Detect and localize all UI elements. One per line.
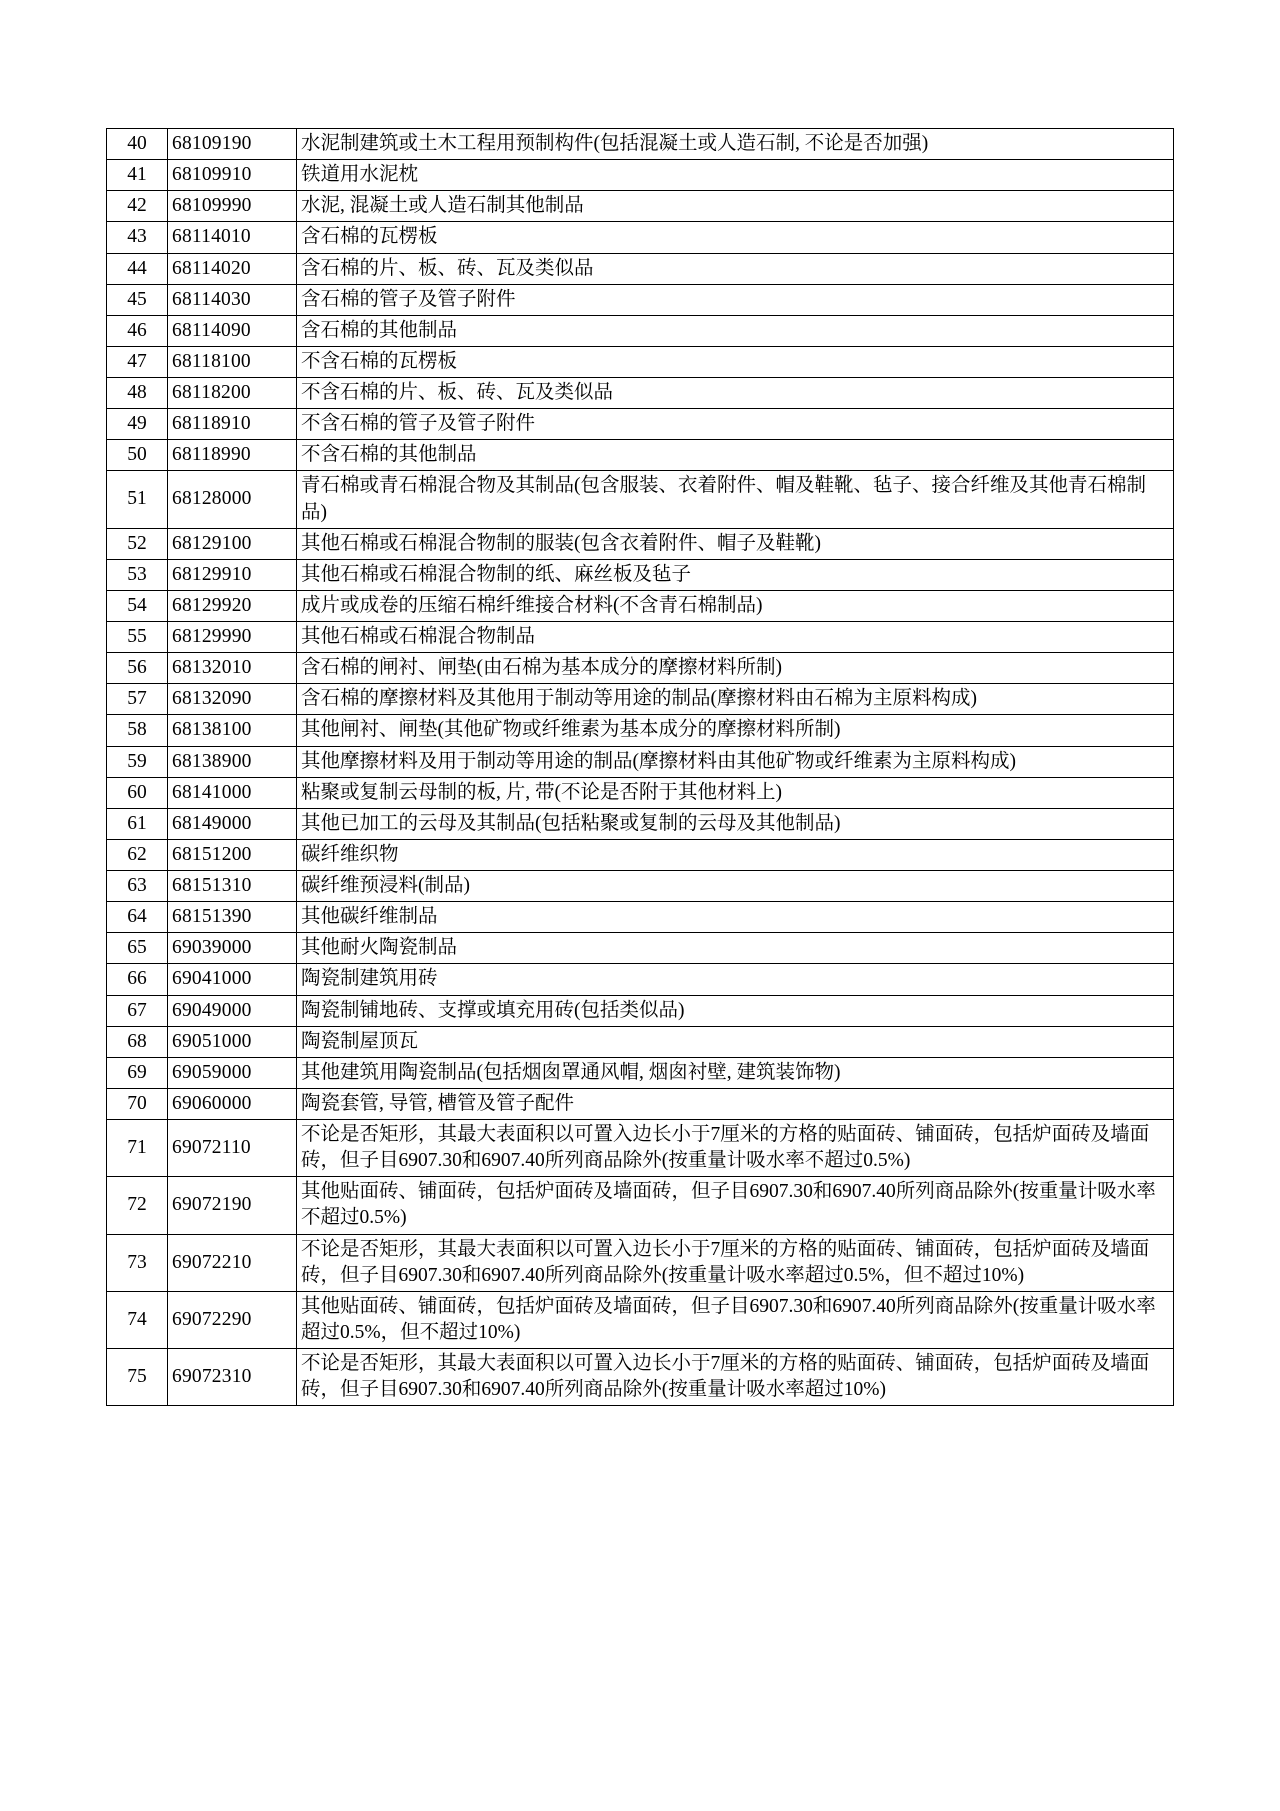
- row-code: 69049000: [168, 995, 297, 1026]
- table-row: [107, 839, 1174, 870]
- row-code: 68109190: [168, 129, 297, 160]
- row-description: 其他石棉或石棉混合物制的服装(包含衣着附件、帽子及鞋靴): [297, 528, 1174, 559]
- row-code: 68141000: [168, 777, 297, 808]
- row-description: 含石棉的瓦楞板: [297, 222, 1174, 253]
- table-row: [107, 1057, 1174, 1088]
- row-index: 71: [107, 1120, 168, 1177]
- row-description: 不论是否矩形，其最大表面积以可置入边长小于7厘米的方格的贴面砖、铺面砖，包括炉面砖及墙面砖，但子目6907.30和6907.40所列商品除外(按重量计吸水率超过10%): [297, 1349, 1174, 1406]
- table-row: [107, 1291, 1174, 1348]
- table-row: [107, 346, 1174, 377]
- row-description: 其他碳纤维制品: [297, 902, 1174, 933]
- table-row: [107, 1120, 1174, 1177]
- table-row: [107, 559, 1174, 590]
- row-index: 62: [107, 839, 168, 870]
- table-row: [107, 684, 1174, 715]
- row-index: 49: [107, 409, 168, 440]
- row-code: 68114020: [168, 253, 297, 284]
- row-index: 57: [107, 684, 168, 715]
- row-index: 55: [107, 622, 168, 653]
- row-description: 陶瓷套管, 导管, 槽管及管子配件: [297, 1088, 1174, 1119]
- table-row: [107, 129, 1174, 160]
- row-description: 其他石棉或石棉混合物制的纸、麻丝板及毡子: [297, 559, 1174, 590]
- table-row: [107, 933, 1174, 964]
- table-body: [107, 129, 1174, 1406]
- row-description: 其他闸衬、闸垫(其他矿物或纤维素为基本成分的摩擦材料所制): [297, 715, 1174, 746]
- row-code: 68149000: [168, 808, 297, 839]
- row-code: 68129920: [168, 590, 297, 621]
- row-code: 68109990: [168, 191, 297, 222]
- row-description: 不含石棉的其他制品: [297, 440, 1174, 471]
- row-index: 70: [107, 1088, 168, 1119]
- row-index: 40: [107, 129, 168, 160]
- row-code: 69039000: [168, 933, 297, 964]
- row-index: 54: [107, 590, 168, 621]
- row-index: 72: [107, 1177, 168, 1234]
- table-row: [107, 871, 1174, 902]
- row-index: 64: [107, 902, 168, 933]
- row-code: 68114090: [168, 315, 297, 346]
- row-index: 75: [107, 1349, 168, 1406]
- row-code: 68151390: [168, 902, 297, 933]
- row-index: 59: [107, 746, 168, 777]
- table-row: [107, 1088, 1174, 1119]
- row-index: 73: [107, 1234, 168, 1291]
- row-description: 不含石棉的瓦楞板: [297, 346, 1174, 377]
- row-code: 69072190: [168, 1177, 297, 1234]
- table-row: [107, 440, 1174, 471]
- table-row: [107, 622, 1174, 653]
- row-code: 68118200: [168, 378, 297, 409]
- row-description: 水泥制建筑或土木工程用预制构件(包括混凝土或人造石制, 不论是否加强): [297, 129, 1174, 160]
- row-description: 不论是否矩形，其最大表面积以可置入边长小于7厘米的方格的贴面砖、铺面砖，包括炉面砖及墙面砖，但子目6907.30和6907.40所列商品除外(按重量计吸水率超过0.5%，但不超过10%): [297, 1234, 1174, 1291]
- row-index: 43: [107, 222, 168, 253]
- table-row: [107, 1026, 1174, 1057]
- row-description: 其他贴面砖、铺面砖，包括炉面砖及墙面砖，但子目6907.30和6907.40所列商品除外(按重量计吸水率超过0.5%，但不超过10%): [297, 1291, 1174, 1348]
- row-description: 不含石棉的管子及管子附件: [297, 409, 1174, 440]
- row-code: 68132090: [168, 684, 297, 715]
- row-index: 74: [107, 1291, 168, 1348]
- row-index: 56: [107, 653, 168, 684]
- row-description: 其他贴面砖、铺面砖，包括炉面砖及墙面砖，但子目6907.30和6907.40所列商品除外(按重量计吸水率不超过0.5%): [297, 1177, 1174, 1234]
- row-description: 水泥, 混凝土或人造石制其他制品: [297, 191, 1174, 222]
- row-index: 41: [107, 160, 168, 191]
- row-index: 61: [107, 808, 168, 839]
- row-description: 含石棉的闸衬、闸垫(由石棉为基本成分的摩擦材料所制): [297, 653, 1174, 684]
- row-index: 51: [107, 471, 168, 528]
- row-code: 68118990: [168, 440, 297, 471]
- table-row: [107, 715, 1174, 746]
- table-row: [107, 1177, 1174, 1234]
- row-code: 69051000: [168, 1026, 297, 1057]
- table-row: [107, 1234, 1174, 1291]
- row-code: 68118100: [168, 346, 297, 377]
- table-row: [107, 191, 1174, 222]
- row-description: 不论是否矩形，其最大表面积以可置入边长小于7厘米的方格的贴面砖、铺面砖，包括炉面砖及墙面砖，但子目6907.30和6907.40所列商品除外(按重量计吸水率不超过0.5%): [297, 1120, 1174, 1177]
- row-index: 42: [107, 191, 168, 222]
- row-code: 68151310: [168, 871, 297, 902]
- row-description: 其他耐火陶瓷制品: [297, 933, 1174, 964]
- row-description: 碳纤维织物: [297, 839, 1174, 870]
- table-row: [107, 253, 1174, 284]
- table-row: [107, 808, 1174, 839]
- row-index: 69: [107, 1057, 168, 1088]
- row-code: 69060000: [168, 1088, 297, 1119]
- row-code: 69072290: [168, 1291, 297, 1348]
- table-row: [107, 1349, 1174, 1406]
- row-description: 铁道用水泥枕: [297, 160, 1174, 191]
- row-index: 53: [107, 559, 168, 590]
- row-description: 青石棉或青石棉混合物及其制品(包含服装、衣着附件、帽及鞋靴、毡子、接合纤维及其他青石棉制品): [297, 471, 1174, 528]
- table-row: [107, 902, 1174, 933]
- row-index: 45: [107, 284, 168, 315]
- row-description: 其他建筑用陶瓷制品(包括烟囱罩通风帽, 烟囱衬壁, 建筑装饰物): [297, 1057, 1174, 1088]
- table-row: [107, 746, 1174, 777]
- row-description: 碳纤维预浸料(制品): [297, 871, 1174, 902]
- row-index: 58: [107, 715, 168, 746]
- row-index: 46: [107, 315, 168, 346]
- table-row: [107, 964, 1174, 995]
- row-description: 含石棉的管子及管子附件: [297, 284, 1174, 315]
- table-row: [107, 653, 1174, 684]
- row-code: 68138900: [168, 746, 297, 777]
- row-description: 其他摩擦材料及用于制动等用途的制品(摩擦材料由其他矿物或纤维素为主原料构成): [297, 746, 1174, 777]
- row-description: 含石棉的摩擦材料及其他用于制动等用途的制品(摩擦材料由石棉为主原料构成): [297, 684, 1174, 715]
- row-code: 69072210: [168, 1234, 297, 1291]
- row-code: 68118910: [168, 409, 297, 440]
- row-description: 其他石棉或石棉混合物制品: [297, 622, 1174, 653]
- table-row: [107, 590, 1174, 621]
- table-row: [107, 777, 1174, 808]
- row-code: 68109910: [168, 160, 297, 191]
- row-code: 68129910: [168, 559, 297, 590]
- row-code: 68138100: [168, 715, 297, 746]
- row-index: 60: [107, 777, 168, 808]
- row-index: 50: [107, 440, 168, 471]
- row-description: 成片或成卷的压缩石棉纤维接合材料(不含青石棉制品): [297, 590, 1174, 621]
- table-row: [107, 315, 1174, 346]
- table-row: [107, 471, 1174, 528]
- table-row: [107, 409, 1174, 440]
- table-row: [107, 284, 1174, 315]
- row-code: 68132010: [168, 653, 297, 684]
- row-index: 52: [107, 528, 168, 559]
- row-description: 陶瓷制建筑用砖: [297, 964, 1174, 995]
- row-code: 68128000: [168, 471, 297, 528]
- row-description: 其他已加工的云母及其制品(包括粘聚或复制的云母及其他制品): [297, 808, 1174, 839]
- row-index: 67: [107, 995, 168, 1026]
- row-code: 69072110: [168, 1120, 297, 1177]
- table-row: [107, 528, 1174, 559]
- row-code: 68129990: [168, 622, 297, 653]
- row-index: 47: [107, 346, 168, 377]
- row-code: 68151200: [168, 839, 297, 870]
- row-description: 粘聚或复制云母制的板, 片, 带(不论是否附于其他材料上): [297, 777, 1174, 808]
- row-description: 不含石棉的片、板、砖、瓦及类似品: [297, 378, 1174, 409]
- row-code: 69072310: [168, 1349, 297, 1406]
- row-index: 65: [107, 933, 168, 964]
- table-row: [107, 222, 1174, 253]
- row-index: 66: [107, 964, 168, 995]
- row-index: 48: [107, 378, 168, 409]
- table-row: [107, 160, 1174, 191]
- row-code: 68114030: [168, 284, 297, 315]
- row-description: 陶瓷制铺地砖、支撑或填充用砖(包括类似品): [297, 995, 1174, 1026]
- hs-code-table: [106, 128, 1174, 1406]
- row-index: 63: [107, 871, 168, 902]
- row-index: 68: [107, 1026, 168, 1057]
- row-index: 44: [107, 253, 168, 284]
- row-description: 含石棉的其他制品: [297, 315, 1174, 346]
- row-code: 69041000: [168, 964, 297, 995]
- row-code: 68129100: [168, 528, 297, 559]
- table-row: [107, 378, 1174, 409]
- row-code: 69059000: [168, 1057, 297, 1088]
- table-row: [107, 995, 1174, 1026]
- row-description: 陶瓷制屋顶瓦: [297, 1026, 1174, 1057]
- row-description: 含石棉的片、板、砖、瓦及类似品: [297, 253, 1174, 284]
- row-code: 68114010: [168, 222, 297, 253]
